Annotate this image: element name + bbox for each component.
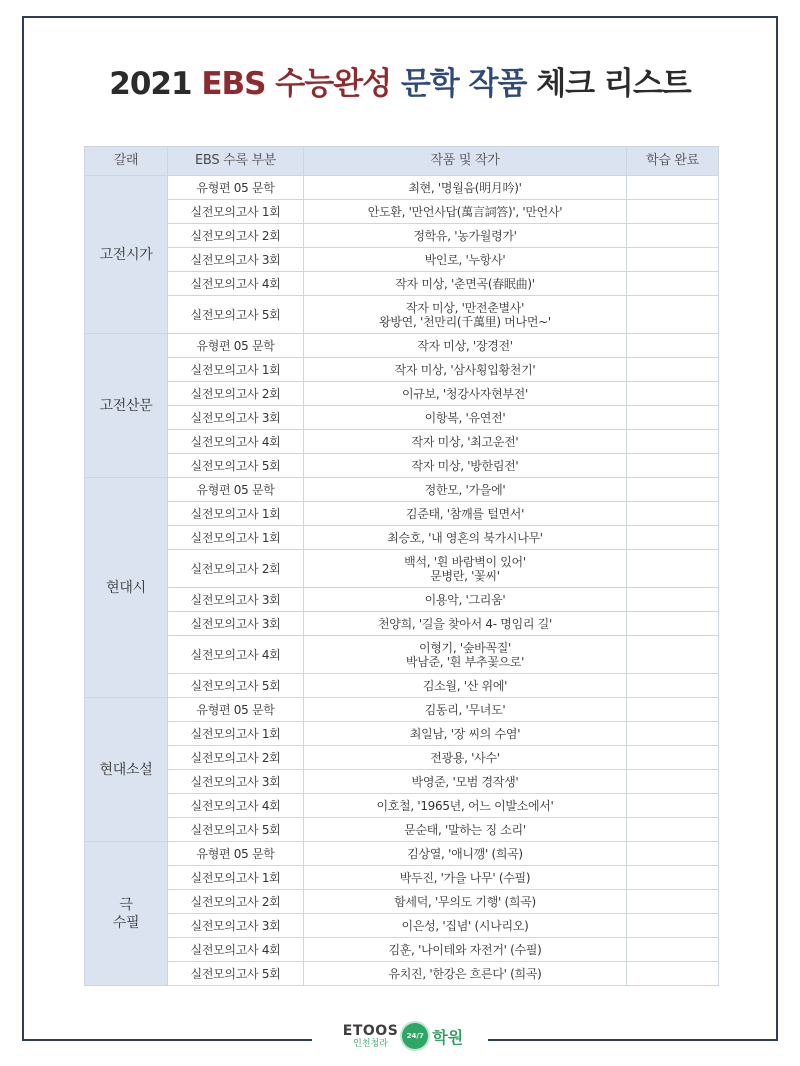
completion-cell[interactable]	[627, 722, 719, 746]
title-checklist: 체크 리스트	[536, 66, 691, 102]
table-row	[85, 636, 719, 674]
header-ebs-section: EBS 수록 부분	[168, 147, 304, 176]
work-cell: 작자 미상, '장경전'	[304, 334, 627, 358]
logo-badge: 24/7	[406, 1032, 424, 1040]
section-cell: 실전모의고사 1회	[168, 722, 304, 746]
section-cell: 실전모의고사 1회	[168, 358, 304, 382]
section-cell: 실전모의고사 4회	[168, 636, 304, 674]
work-line: 박남준, '흰 부추꽃으로'	[405, 654, 525, 669]
table-row	[85, 588, 719, 612]
section-cell: 실전모의고사 3회	[168, 588, 304, 612]
section-cell: 유형편 05 문학	[168, 478, 304, 502]
table-row	[85, 746, 719, 770]
completion-cell[interactable]	[627, 296, 719, 334]
work-cell: 최승호, '내 영혼의 북가시나무'	[304, 526, 627, 550]
completion-cell[interactable]	[627, 272, 719, 296]
table-row	[85, 430, 719, 454]
work-line: 작자 미상, '만전춘별사'	[405, 300, 525, 315]
table-row	[85, 890, 719, 914]
completion-cell[interactable]	[627, 746, 719, 770]
table-row	[85, 224, 719, 248]
completion-cell[interactable]	[627, 890, 719, 914]
work-cell: 작자 미상, '최고운전'	[304, 430, 627, 454]
work-cell: 박두진, '가을 나무' (수필)	[304, 866, 627, 890]
checklist-table	[84, 146, 719, 986]
table-row	[85, 962, 719, 986]
section-cell: 실전모의고사 3회	[168, 612, 304, 636]
table-row	[85, 176, 719, 200]
section-cell: 실전모의고사 5회	[168, 818, 304, 842]
table-row	[85, 272, 719, 296]
completion-cell[interactable]	[627, 636, 719, 674]
section-cell: 실전모의고사 2회	[168, 550, 304, 588]
table-row	[85, 914, 719, 938]
completion-cell[interactable]	[627, 224, 719, 248]
title-year: 2021	[109, 66, 192, 102]
section-cell: 실전모의고사 1회	[168, 526, 304, 550]
work-cell: 정학유, '농가월령가'	[304, 224, 627, 248]
completion-cell[interactable]	[627, 938, 719, 962]
table-header-row	[85, 147, 719, 176]
completion-cell[interactable]	[627, 962, 719, 986]
completion-cell[interactable]	[627, 612, 719, 636]
work-cell: 김상열, '애니깽' (희곡)	[304, 842, 627, 866]
work-line: 문병란, '꽃씨'	[430, 568, 500, 583]
table-row	[85, 382, 719, 406]
table-row	[85, 770, 719, 794]
title-ebs: EBS 수능완성	[201, 66, 392, 102]
section-cell: 실전모의고사 5회	[168, 962, 304, 986]
section-cell: 유형편 05 문학	[168, 334, 304, 358]
table-row	[85, 818, 719, 842]
completion-cell[interactable]	[627, 200, 719, 224]
table-row	[85, 454, 719, 478]
completion-cell[interactable]	[627, 334, 719, 358]
genre-line: 수필	[112, 914, 140, 931]
logo-word: 학원	[432, 1027, 464, 1047]
work-cell: 이은성, '집념' (시나리오)	[304, 914, 627, 938]
work-line: 왕방연, '천만리(千萬里) 머나먼~'	[379, 314, 551, 329]
logo-circle-icon	[402, 1023, 428, 1049]
work-cell: 이용악, '그리움'	[304, 588, 627, 612]
table-row	[85, 248, 719, 272]
genre-cell	[85, 842, 168, 986]
completion-cell[interactable]	[627, 818, 719, 842]
completion-cell[interactable]	[627, 478, 719, 502]
table-row	[85, 406, 719, 430]
completion-cell[interactable]	[627, 248, 719, 272]
section-cell: 유형편 05 문학	[168, 176, 304, 200]
section-cell: 실전모의고사 2회	[168, 890, 304, 914]
table-row	[85, 612, 719, 636]
work-cell: 전광용, '사수'	[304, 746, 627, 770]
table-row	[85, 698, 719, 722]
work-cell: 김소월, '산 위에'	[304, 674, 627, 698]
section-cell: 실전모의고사 3회	[168, 914, 304, 938]
work-cell: 문순태, '말하는 징 소리'	[304, 818, 627, 842]
completion-cell[interactable]	[627, 842, 719, 866]
table-row	[85, 502, 719, 526]
work-cell	[304, 296, 627, 334]
completion-cell[interactable]	[627, 866, 719, 890]
table-row	[85, 550, 719, 588]
section-cell: 실전모의고사 2회	[168, 224, 304, 248]
logo-branch: 인천청라	[353, 1038, 388, 1049]
work-line: 백석, '흰 바람벽이 있어'	[404, 554, 526, 569]
completion-cell[interactable]	[627, 526, 719, 550]
logo-text-group	[343, 1024, 399, 1049]
work-cell: 김동리, '무녀도'	[304, 698, 627, 722]
work-cell: 작자 미상, '춘면곡(春眠曲)'	[304, 272, 627, 296]
page-title	[22, 58, 778, 103]
work-line: 이형기, '숲바꼭질'	[418, 640, 512, 655]
section-cell: 실전모의고사 1회	[168, 200, 304, 224]
section-cell: 실전모의고사 1회	[168, 502, 304, 526]
genre-cell: 고전시가	[85, 176, 168, 334]
section-cell: 유형편 05 문학	[168, 842, 304, 866]
genre-cell: 현대시	[85, 478, 168, 698]
etoos-logo	[328, 1016, 478, 1056]
section-cell: 실전모의고사 2회	[168, 746, 304, 770]
completion-cell[interactable]	[627, 674, 719, 698]
table-row	[85, 674, 719, 698]
section-cell: 실전모의고사 5회	[168, 296, 304, 334]
table-row	[85, 722, 719, 746]
table-row	[85, 938, 719, 962]
work-cell: 이규보, '청강사자현부전'	[304, 382, 627, 406]
work-cell: 이호철, '1965년, 어느 이발소에서'	[304, 794, 627, 818]
genre-cell: 현대소설	[85, 698, 168, 842]
section-cell: 실전모의고사 4회	[168, 430, 304, 454]
genre-cell: 고전산문	[85, 334, 168, 478]
work-cell: 작자 미상, '방한림전'	[304, 454, 627, 478]
table-row	[85, 866, 719, 890]
table-row	[85, 200, 719, 224]
work-cell: 안도환, '만언사답(萬言詞答)', '만언사'	[304, 200, 627, 224]
work-cell	[304, 550, 627, 588]
table-row	[85, 296, 719, 334]
work-cell: 최일남, '장 씨의 수염'	[304, 722, 627, 746]
work-cell: 최현, '명월음(明月吟)'	[304, 176, 627, 200]
section-cell: 실전모의고사 1회	[168, 866, 304, 890]
work-cell: 유치진, '한강은 흐른다' (희곡)	[304, 962, 627, 986]
completion-cell[interactable]	[627, 698, 719, 722]
completion-cell[interactable]	[627, 794, 719, 818]
table-row	[85, 358, 719, 382]
section-cell: 실전모의고사 3회	[168, 248, 304, 272]
table-row	[85, 478, 719, 502]
section-cell: 실전모의고사 3회	[168, 770, 304, 794]
completion-cell[interactable]	[627, 406, 719, 430]
completion-cell[interactable]	[627, 454, 719, 478]
table-row	[85, 334, 719, 358]
work-cell: 이항복, '유연전'	[304, 406, 627, 430]
table-row	[85, 842, 719, 866]
section-cell: 실전모의고사 2회	[168, 382, 304, 406]
work-cell	[304, 636, 627, 674]
completion-cell[interactable]	[627, 358, 719, 382]
work-cell: 함세덕, '무의도 기행' (희곡)	[304, 890, 627, 914]
work-cell: 작자 미상, '삼사횡입황천기'	[304, 358, 627, 382]
completion-cell[interactable]	[627, 770, 719, 794]
section-cell: 실전모의고사 4회	[168, 938, 304, 962]
genre-line: 극	[119, 896, 133, 913]
section-cell: 실전모의고사 4회	[168, 272, 304, 296]
completion-cell[interactable]	[627, 914, 719, 938]
section-cell: 실전모의고사 5회	[168, 674, 304, 698]
logo-brand: ETOOS	[342, 1022, 399, 1039]
section-cell: 실전모의고사 4회	[168, 794, 304, 818]
table-row	[85, 526, 719, 550]
work-cell: 김훈, '나이테와 자전거' (수필)	[304, 938, 627, 962]
completion-cell[interactable]	[627, 176, 719, 200]
completion-cell[interactable]	[627, 550, 719, 588]
work-cell: 박인로, '누항사'	[304, 248, 627, 272]
completion-cell[interactable]	[627, 382, 719, 406]
section-cell: 실전모의고사 3회	[168, 406, 304, 430]
work-cell: 정한모, '가을에'	[304, 478, 627, 502]
header-completed: 학습 완료	[627, 147, 719, 176]
completion-cell[interactable]	[627, 430, 719, 454]
completion-cell[interactable]	[627, 502, 719, 526]
header-work-author: 작품 및 작가	[304, 147, 627, 176]
work-cell: 박영준, '모범 경작생'	[304, 770, 627, 794]
section-cell: 실전모의고사 5회	[168, 454, 304, 478]
table-row	[85, 794, 719, 818]
header-genre: 갈래	[85, 147, 168, 176]
completion-cell[interactable]	[627, 588, 719, 612]
work-cell: 김준태, '참깨를 털면서'	[304, 502, 627, 526]
work-cell: 천양희, '길을 찾아서 4- 명임리 길'	[304, 612, 627, 636]
title-literature: 문학 작품	[400, 66, 527, 102]
section-cell: 유형편 05 문학	[168, 698, 304, 722]
